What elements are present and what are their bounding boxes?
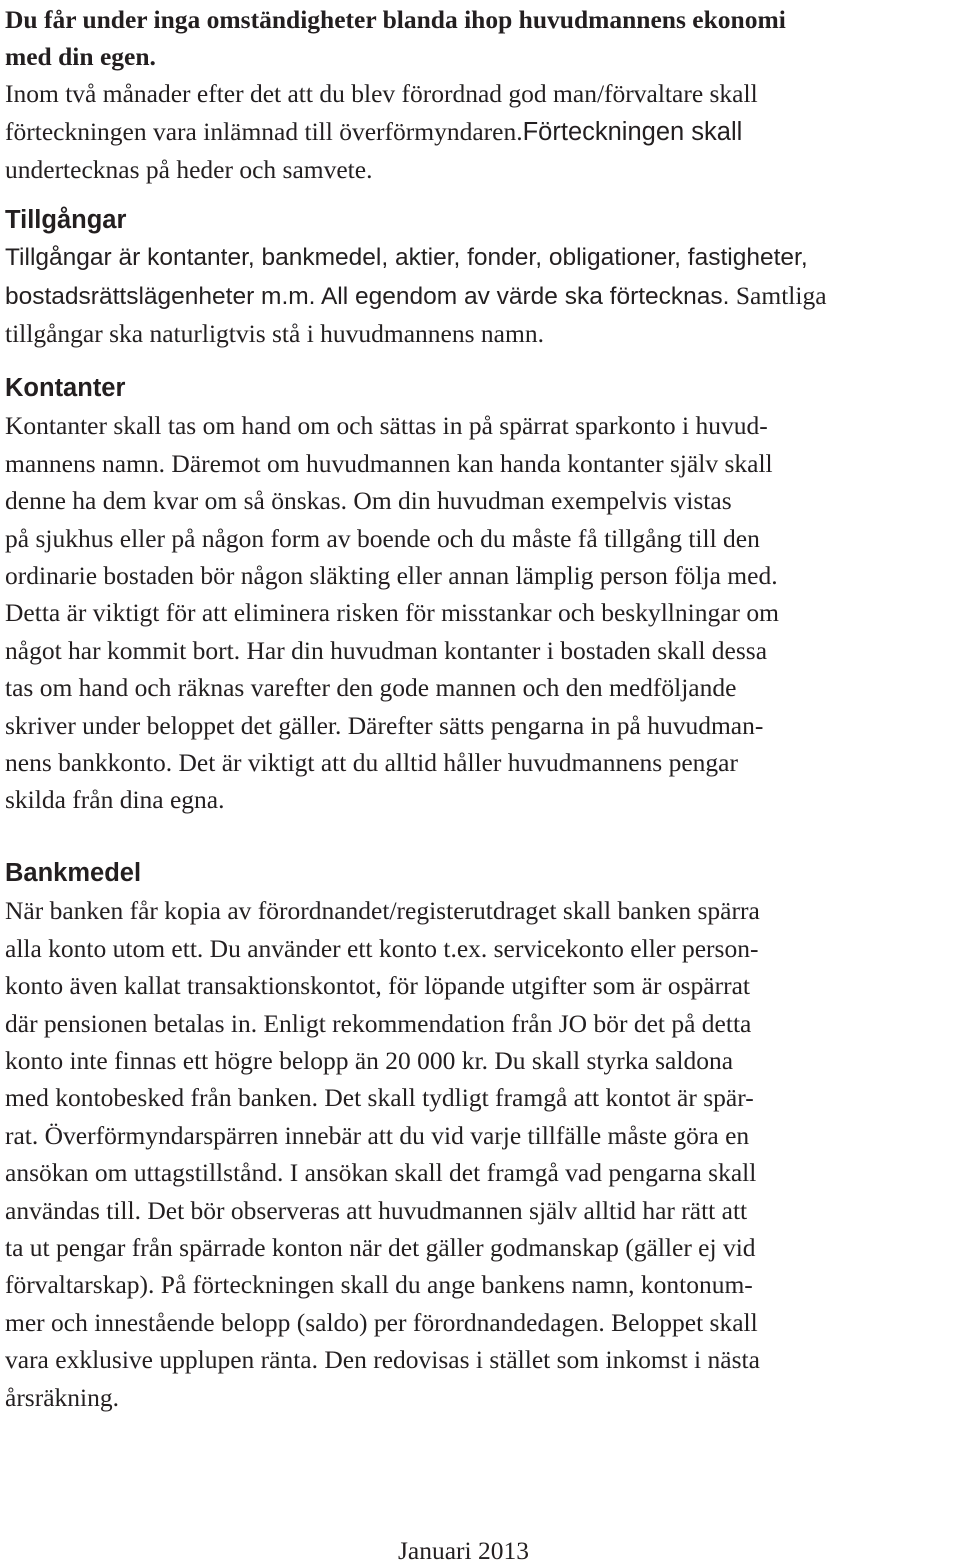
paragraph-line: mer och innestående belopp (saldo) per förordnandedagen. Beloppet skall — [5, 1307, 758, 1337]
page-footer-date: Januari 2013 — [398, 1536, 530, 1565]
paragraph-line: skriver under beloppet det gäller. Därefter sätts pengarna in på huvudman- — [5, 710, 764, 740]
paragraph-line — [5, 277, 957, 315]
paragraph-line: konto inte finnas ett högre belopp än 20 000 kr. Du skall styrka saldona — [5, 1046, 734, 1076]
paragraph-line: ta ut pengar från spärrade konton när det gäller godmanskap (gäller ej vid — [5, 1233, 756, 1263]
section-heading: Kontanter — [5, 374, 126, 402]
paragraph-line: När banken får kopia av förordnandet/registerutdraget skall banken spärra — [5, 896, 760, 926]
paragraph-line-part: bostadsrättslägenheter m.m. All egendom av värde ska förtecknas. — [5, 282, 730, 310]
paragraph-line: nens bankkonto. Det är viktigt att du alltid håller huvudmannens pengar — [5, 748, 738, 778]
paragraph-line-part: Samtliga — [729, 280, 827, 310]
paragraph-line: användas till. Det bör observeras att huvudmannen själv alltid har rätt att — [5, 1195, 748, 1225]
paragraph-line: Detta är viktigt för att eliminera risken för misstankar och beskyllningar om — [5, 598, 779, 628]
paragraph-line: årsräkning. — [5, 1382, 120, 1412]
intro-line — [5, 113, 957, 151]
paragraph-line: Tillgångar är kontanter, bankmedel, aktier, fonder, obligationer, fastigheter, — [5, 244, 808, 272]
intro-line: Du får under inga omständigheter blanda ihop huvudmannens ekonomi — [5, 5, 786, 34]
section-bankmedel — [5, 855, 957, 1416]
section-tillgangar — [5, 202, 957, 353]
intro-line-part: Förteckningen skall — [522, 117, 743, 146]
intro-line: Inom två månader efter det att du blev förordnad god man/förvaltare skall — [5, 79, 758, 109]
paragraph-line: tas om hand och räknas varefter den gode mannen och den medföljande — [5, 673, 737, 703]
paragraph-line: ansökan om uttagstillstånd. I ansökan skall det framgå vad pengarna skall — [5, 1158, 757, 1188]
intro-line-part: förteckningen vara inlämnad till överförmyndaren. — [5, 116, 523, 146]
paragraph-line: konto även kallat transaktionskontot, för löpande utgifter som är ospärrat — [5, 971, 750, 1001]
intro-line: undertecknas på heder och samvete. — [5, 154, 373, 184]
section-heading: Bankmedel — [5, 859, 142, 887]
intro-section — [5, 1, 957, 188]
section-kontanter — [5, 370, 957, 819]
section-heading: Tillgångar — [5, 206, 127, 234]
paragraph-line: rat. Överförmyndarspärren innebär att du vid varje tillfälle måste göra en — [5, 1120, 750, 1150]
paragraph-line: ordinarie bostaden bör någon släkting eller annan lämplig person följa med. — [5, 561, 778, 591]
paragraph-line: Kontanter skall tas om hand om och sättas in på spärrat sparkonto i huvud- — [5, 411, 768, 441]
paragraph-line: på sjukhus eller på någon form av boende och du måste få tillgång till den — [5, 523, 760, 553]
paragraph-line: alla konto utom ett. Du använder ett konto t.ex. servicekonto eller person- — [5, 933, 759, 963]
paragraph-line: där pensionen betalas in. Enligt rekommendation från JO bör det på detta — [5, 1008, 752, 1038]
paragraph-line: något har kommit bort. Har din huvudman kontanter i bostaden skall dessa — [5, 635, 768, 665]
paragraph-line: vara exklusive upplupen ränta. Den redovisas i stället som inkomst i nästa — [5, 1345, 760, 1375]
paragraph-line: förvaltarskap). På förteckningen skall du ange bankens namn, kontonum- — [5, 1270, 753, 1300]
paragraph-line: tillgångar ska naturligtvis stå i huvudmannens namn. — [5, 319, 544, 349]
paragraph-line: mannens namn. Däremot om huvudmannen kan handa kontanter själv skall — [5, 448, 773, 478]
paragraph-line: skilda från dina egna. — [5, 785, 225, 815]
paragraph-line: med kontobesked från banken. Det skall tydligt framgå att kontot är spär- — [5, 1083, 754, 1113]
paragraph-line: denne ha dem kvar om så önskas. Om din huvudman exempelvis vistas — [5, 486, 732, 516]
intro-line: med din egen. — [5, 42, 156, 72]
